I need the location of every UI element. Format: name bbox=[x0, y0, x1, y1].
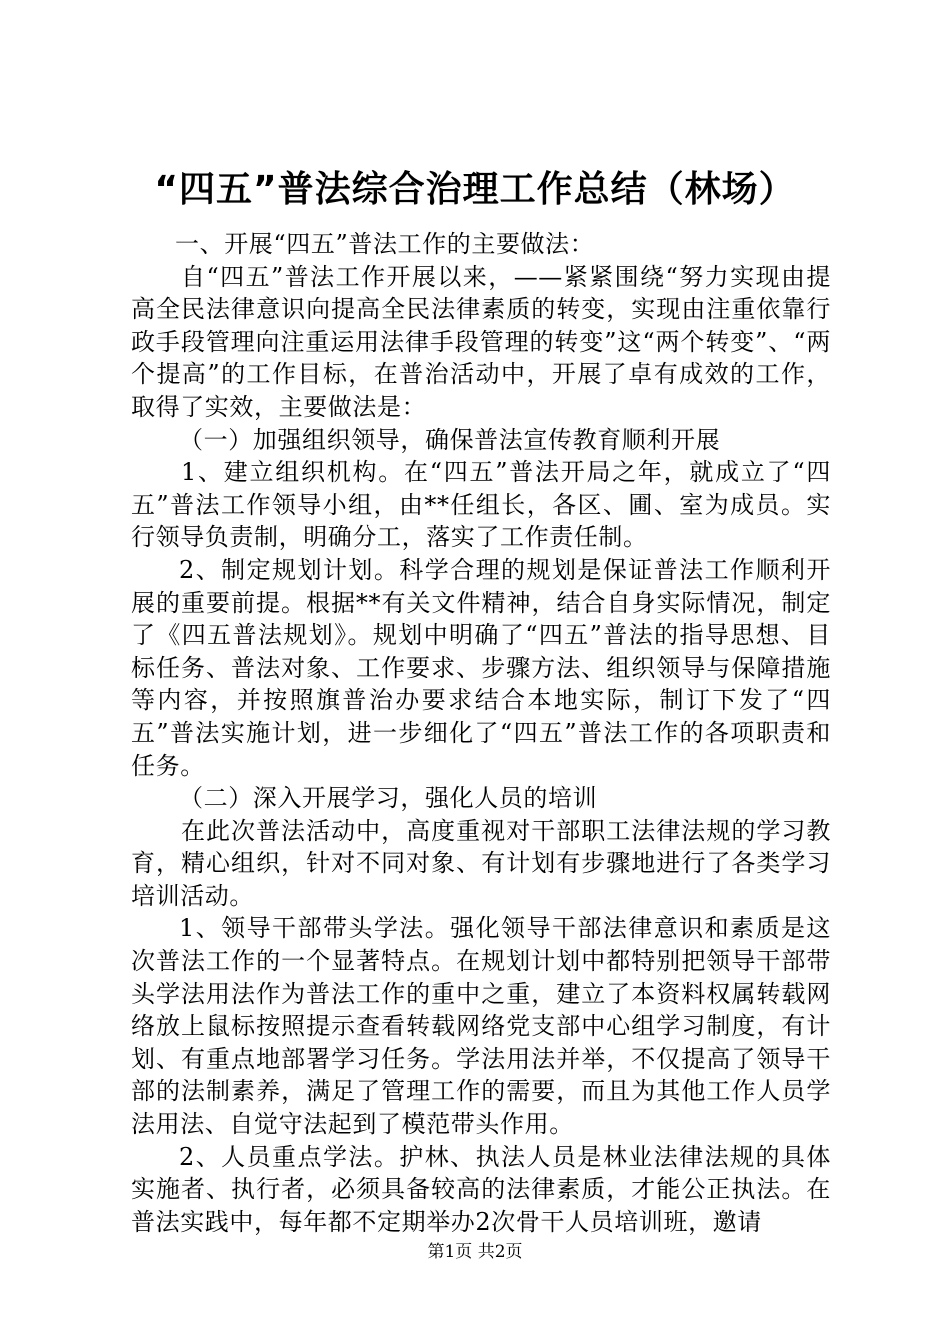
paragraph-intro: 自“四五”普法工作开展以来，——紧紧围绕“努力实现由提高全民法律意识向提高全民法律素质的转变，实现由注重依靠行政手段管理向注重运用法律手段管理的转变”这“两个转变”、“两个提高”的工作目标，在普治活动中，开展了卓有成效的工作，取得了实效，主要做法是： bbox=[131, 262, 831, 421]
document-body bbox=[131, 228, 831, 1238]
paragraph-organization: 1、建立组织机构。在“四五”普法开局之年，就成立了“四五”普法工作领导小组，由**任组长，各区、圃、室为成员。实行领导负责制，明确分工，落实了工作责任制。 bbox=[131, 458, 831, 552]
paragraph-training: 在此次普法活动中，高度重视对干部职工法律法规的学习教育，精心组织，针对不同对象、有计划有步骤地进行了各类学习培训活动。 bbox=[131, 816, 831, 910]
paragraph-planning: 2、制定规划计划。科学合理的规划是保证普法工作顺利开展的重要前提。根据**有关文件精神，结合自身实际情况，制定了《四五普法规划》。规划中明确了“四五”普法的指导思想、目标任务、普法对象、工作要求、步骤方法、组织领导与保障措施等内容，并按照旗普治办要求结合本地实际，制订下发了“四五”普法实施计划，进一步细化了“四五”普法工作的各项职责和任务。 bbox=[131, 555, 831, 780]
subsection-heading-1: （一）加强组织领导，确保普法宣传教育顺利开展 bbox=[179, 425, 721, 454]
page-number: 第1页 共2页 bbox=[427, 1242, 523, 1262]
document-title: “四五”普法综合治理工作总结（林场） bbox=[154, 169, 796, 210]
paragraph-staff-study: 2、人员重点学法。护林、执法人员是林业法律法规的具体实施者、执行者，必须具备较高的法律素质，才能公正执法。在普法实践中，每年都不定期举办2次骨干人员培训班，邀请 bbox=[131, 1142, 831, 1236]
section-heading-1: 一、开展“四五”普法工作的主要做法： bbox=[175, 230, 595, 258]
subsection-heading-2: （二）深入开展学习，强化人员的培训 bbox=[179, 784, 598, 813]
paragraph-leaders-study: 1、领导干部带头学法。强化领导干部法律意识和素质是这次普法工作的一个显著特点。在规划计划中都特别把领导干部带头学法用法作为普法工作的重中之重，建立了本资料权属转载网络放上鼠标按照提示查看转载网络党支部中心组学习制度，有计划、有重点地部署学习任务。学法用法并举，不仅提高了领导干部的法制素养，满足了管理工作的需要，而且为其他工作人员学法用法、自觉守法起到了模范带头作用。 bbox=[131, 914, 831, 1139]
